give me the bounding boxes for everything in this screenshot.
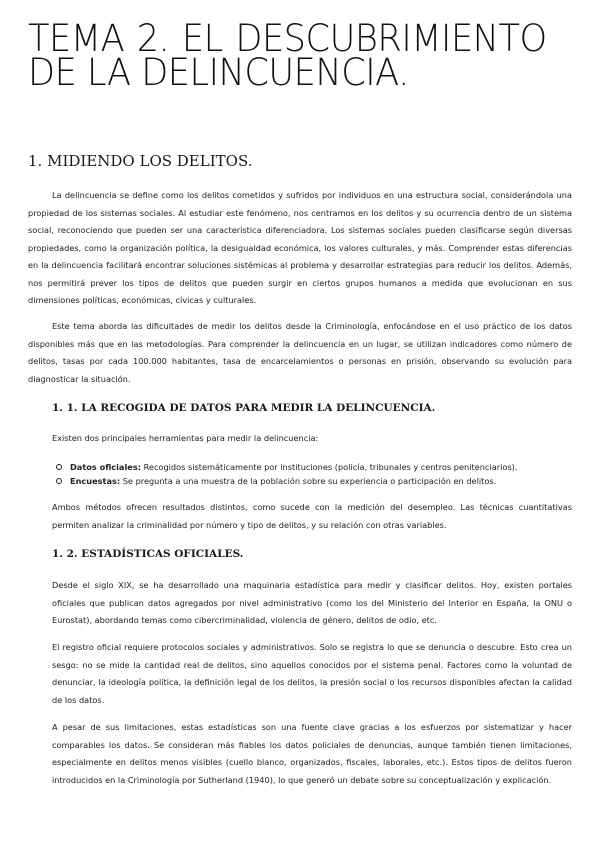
subsection-heading-1-1: 1. 1. LA RECOGIDA DE DATOS PARA MEDIR LA DELINCUENCIA. [52,402,436,414]
subsection-heading-1-2: 1. 2. ESTADÍSTICAS OFICIALES. [52,548,244,560]
list-item [56,474,566,488]
list-item-label: Datos oficiales: [70,462,141,472]
paragraph-official-register: El registro oficial requiere protocolos sociales y administrativos. Solo se registra lo que se denuncia o descubre. Esto crea un sesgo: no se mide la cantidad real de delitos, sino aquellos conocidos por el sistema penal. Factores como la voluntad de denunciar, la ideología política, la definición legal de los delitos, la presión social o los recursos disponibles afectan la calidad de los datos. [52,642,572,705]
paragraph-methods: Ambos métodos ofrecen resultados distintos, como sucede con la medición del desempleo. Las técnicas cuantitativas permiten analizar la criminalidad por número y tipo de delitos, y su relación con otras variables. [52,502,572,530]
tools-list [56,460,566,488]
paragraph-tools-intro: Existen dos principales herramientas para medir la delincuencia: [52,433,319,443]
paragraph-statistics-history: Desde el siglo XIX, se ha desarrollado una maquinaria estadística para medir y clasificar delitos. Hoy, existen portales oficiales que publican datos agregados por nivel administrativo (como los del Ministerio del Interior en España, la ONU o Eurostat), abordando temas como cibercriminalidad, violencia de género, delitos de odio, etc. [52,580,572,625]
list-item-text: Se pregunta a una muestra de la población sobre su experiencia o participación en delitos. [120,476,497,486]
paragraph-definition: La delincuencia se define como los delitos cometidos y sufridos por individuos en una estructura social, considerándola una propiedad de los sistemas sociales. Al estudiar este fenómeno, nos centramos en los delitos y su ocurrencia dentro de un sistema social, reconociendo que pueden ser una característica diferenciadora. Los sistemas sociales pueden clasificarse según diversas propiedades, como la organización política, la desigualdad económica, los valores culturales, y más. Comprender estas diferencias en la delincuencia facilitará encontrar soluciones sistémicas al problema y desarrollar estrategias para reducir los delitos. Además, nos permitirá prever los tipos de delitos que pueden surgir en ciertos grupos humanos a medida que evolucionan en sus dimensiones políticas, económicas, cívicas y culturales. [28,190,572,305]
list-item [56,460,566,474]
list-item-text: Recogidos sistemáticamente por instituciones (policía, tribunales y centros penitenciarios). [140,462,518,472]
paragraph-difficulties: Este tema aborda las dificultades de medir los delitos desde la Criminología, enfocándose en el uso práctico de los datos disponibles más que en las metodologías. Para comprender la delincuencia en un lugar, se utilizan indicadores como número de delitos, tasas por cada 100.000 habitantes, tasa de encarcelamientos o personas en prisión, observando su evolución para diagnosticar la situación. [28,321,572,384]
page-title: TEMA 2. EL DESCUBRIMIENTO DE LA DELINCUENCIA. [28,17,547,94]
list-item-label: Encuestas: [70,476,121,486]
paragraph-limitations: A pesar de sus limitaciones, estas estadísticas son una fuente clave gracias a los esfuerzos por sistematizar y hacer comparables los datos. Se consideran más fiables los datos policiales de denuncias, aunque también tienen limitaciones, especialmente en delitos menos visibles (cuello blanco, organizados, fiscales, laborales, etc.). Estos tipos de delitos fueron introducidos en la Criminología por Sutherland (1940), lo que generó un debate sobre su conceptualización y explicación. [52,722,572,785]
section-heading-1: 1. MIDIENDO LOS DELITOS. [28,152,253,170]
